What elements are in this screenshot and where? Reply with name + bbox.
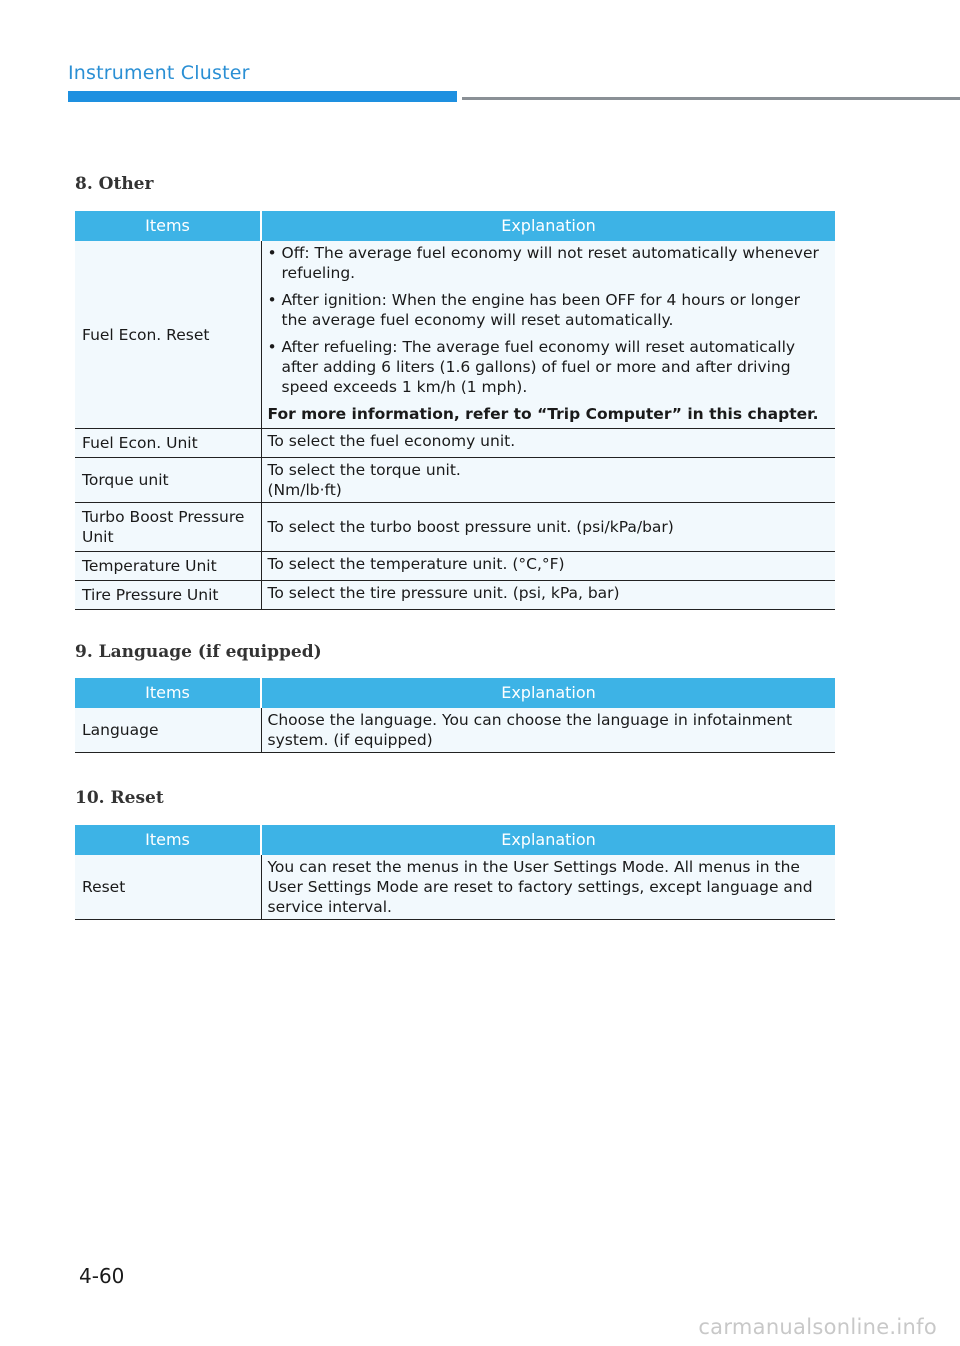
column-header-explanation: Explanation <box>261 211 835 241</box>
column-header-explanation: Explanation <box>261 825 835 855</box>
explanation-cell <box>261 458 835 503</box>
section-title-reset: 10. Reset <box>75 788 164 808</box>
page-number: 4-60 <box>79 1264 125 1288</box>
language-table <box>75 678 835 753</box>
item-cell: Language <box>75 708 261 753</box>
chapter-title: Instrument Cluster <box>68 62 250 84</box>
column-header-items: Items <box>75 678 261 708</box>
other-settings-table <box>75 211 835 610</box>
table-row <box>75 241 835 429</box>
table-row <box>75 503 835 552</box>
list-item: • After ignition: When the engine has been OFF for 4 hours or longer the average fuel economy will reset automatically. <box>268 290 830 330</box>
item-cell: Reset <box>75 855 261 920</box>
header-accent-bar <box>68 91 457 102</box>
item-cell: Fuel Econ. Unit <box>75 429 261 458</box>
explanation-cell: To select the fuel economy unit. <box>261 429 835 458</box>
table-row <box>75 458 835 503</box>
item-cell: Tire Pressure Unit <box>75 581 261 610</box>
table-row <box>75 429 835 458</box>
explanation-cell: To select the tire pressure unit. (psi, kPa, bar) <box>261 581 835 610</box>
section-title-language: 9. Language (if equipped) <box>75 642 322 662</box>
explanation-line: To select the torque unit. <box>267 461 461 479</box>
table-row <box>75 552 835 581</box>
table-row <box>75 708 835 753</box>
item-cell: Fuel Econ. Reset <box>75 241 261 429</box>
table-header-row <box>75 678 835 708</box>
header-divider-line <box>462 97 960 100</box>
explanation-cell: You can reset the menus in the User Settings Mode. All menus in the User Settings Mode are reset to factory settings, except language and service interval. <box>261 855 835 920</box>
explanation-cell: To select the turbo boost pressure unit. (psi/kPa/bar) <box>261 503 835 552</box>
reference-note: For more information, refer to “Trip Computer” in this chapter. <box>267 405 819 423</box>
table-header-row <box>75 211 835 241</box>
item-cell: Turbo Boost Pressure Unit <box>75 503 261 552</box>
list-item: • Off: The average fuel economy will not reset automatically whenever refueling. <box>268 243 830 283</box>
explanation-cell: Choose the language. You can choose the language in infotainment system. (if equipped) <box>261 708 835 753</box>
list-item: • After refueling: The average fuel economy will reset automatically after adding 6 liters (1.6 gallons) of fuel or more and after driving speed exceeds 1 km/h (1 mph). <box>268 337 830 397</box>
reset-table <box>75 825 835 920</box>
table-row <box>75 855 835 920</box>
item-cell: Torque unit <box>75 458 261 503</box>
section-title-other: 8. Other <box>75 174 154 194</box>
column-header-explanation: Explanation <box>261 678 835 708</box>
watermark: carmanualsonline.info <box>698 1315 937 1339</box>
item-cell: Temperature Unit <box>75 552 261 581</box>
table-row <box>75 581 835 610</box>
bullet-list <box>268 243 830 397</box>
explanation-line: (Nm/lb·ft) <box>267 481 342 499</box>
explanation-cell: To select the temperature unit. (°C,°F) <box>261 552 835 581</box>
column-header-items: Items <box>75 825 261 855</box>
column-header-items: Items <box>75 211 261 241</box>
explanation-cell <box>261 241 835 429</box>
table-header-row <box>75 825 835 855</box>
